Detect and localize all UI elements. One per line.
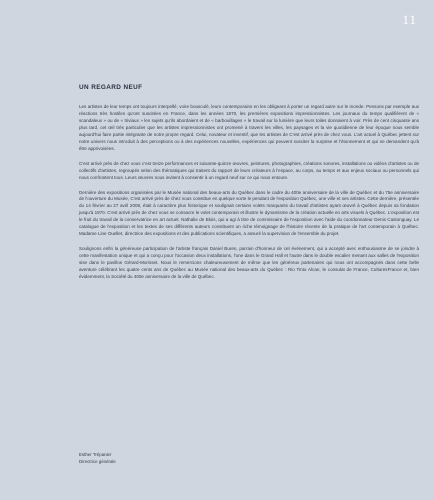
- paragraph-context: Dernière des expositions organisées par le Musée national des beaux-arts du Québec dans le cadre du 400e anniversaire de la ville de Québec et du 75e anniversaire de l'ouverture du Musée, C'est arrivé près de chez vous constitue en quelque sorte le pendant de l'exposition Québec, une ville et ses artistes. Cette dernière, présentée du 14 février au 27 avril 2008, était à caractère plus historique et soulignait certains volets marquants du travail d'artistes ayant œuvré à Québec depuis sa fondation jusqu'à 1970. C'est arrivé près de chez vous se consacre le volet contemporain et illustre le dynamisme de la création actuelle en arts visuels à Québec. L'exposition est le fruit du travail de la conservatrice en art actuel, Nathalie de Blois, qui a agi à titre de commissaire de l'exposition avec l'aide du coordonnateur Denis Castonguay. Le catalogue de l'exposition et les textes de ses différents auteurs constituent un riche témoignage de l'histoire récente de la pratique de l'art contemporain à Québec. Madame Line Ouellet, directrice des expositions et des publications scientifiques, a assuré la supervision de l'ensemble du projet.: [79, 189, 419, 237]
- signature-block: [79, 452, 116, 465]
- article-body: [79, 84, 419, 289]
- paragraph-intro: Les artistes de leur temps ont toujours interpellé, voire bousculé, leurs contemporains en les obligeant à porter un regard autre sur le monde. Pensons par exemple aux réactions très hostiles qu'ont suscitées en France, dans les années 1870, les premières expositions impressionnistes. Les journaux du temps qualifièrent de « scandaleux » ou de « triviaux » les sujets qu'ils abordaient et de « barbouillages » le travail sur la lumière que leurs toiles donnaient à voir. Près de cent cinquante ans plus tard, cet œil très particulier que les artistes impressionnistes ont promené à travers les villes, les paysages et la vie quotidienne de leur époque nous semble aujourd'hui faire partie intégrante de notre propre regard. Celui, novateur et inventif, que les artistes de C'est arrivé près de chez vous. L'art actuel à Québec jettent sur notre univers nous introduit à des perceptions ou à des expériences nouvelles, expériences qui peuvent susciter la surprise et l'étonnement et qui ne demandent qu'à être apprivoisées.: [79, 104, 419, 151]
- paragraph-exhibition-description: C'est arrivé près de chez vous c'est treize performances et soixante-quinze œuvres, peintures, photographies, créations sonores, installations ou vidéos d'artistes ou de collectifs d'artistes, regroupés selon des thématiques qui traitent du rapport de leurs créateurs à l'espace, au corps, au temps et aux enjeux sociaux ou personnels qui nous confrontent tous. Leurs œuvres nous invitent à consentir à un regard neuf sur ce qui nous entoure.: [79, 160, 419, 180]
- page-number: 11: [402, 12, 417, 27]
- signature-name: Esther Trépanier: [79, 452, 112, 457]
- section-heading: UN REGARD NEUF: [79, 84, 143, 91]
- signature-title: Directrice générale: [79, 458, 116, 464]
- paragraph-acknowledgements: Soulignons enfin la généreuse participation de l'artiste français Daniel Buren, parrain d'honneur de cet événement, qui a accepté avec enthousiasme de se joindre à cette manifestation unique et qui a conçu pour l'occasion deux installations, l'une dans le Grand Hall et l'autre dans le double escalier menant aux salles de l'exposition sise dans le pavillon Gérard-Morisset. Nous le remercions chaleureusement de même que les généreux partenaires qui nous ont accompagnés dans cette belle aventure célébrant les quatre cents ans de Québec au Musée national des beaux-arts du Québec : Rio Tinto Alcan, le consulat de France, CulturesFrance et, bien évidemment, la Société du 400e anniversaire de la ville de Québec.: [79, 246, 419, 280]
